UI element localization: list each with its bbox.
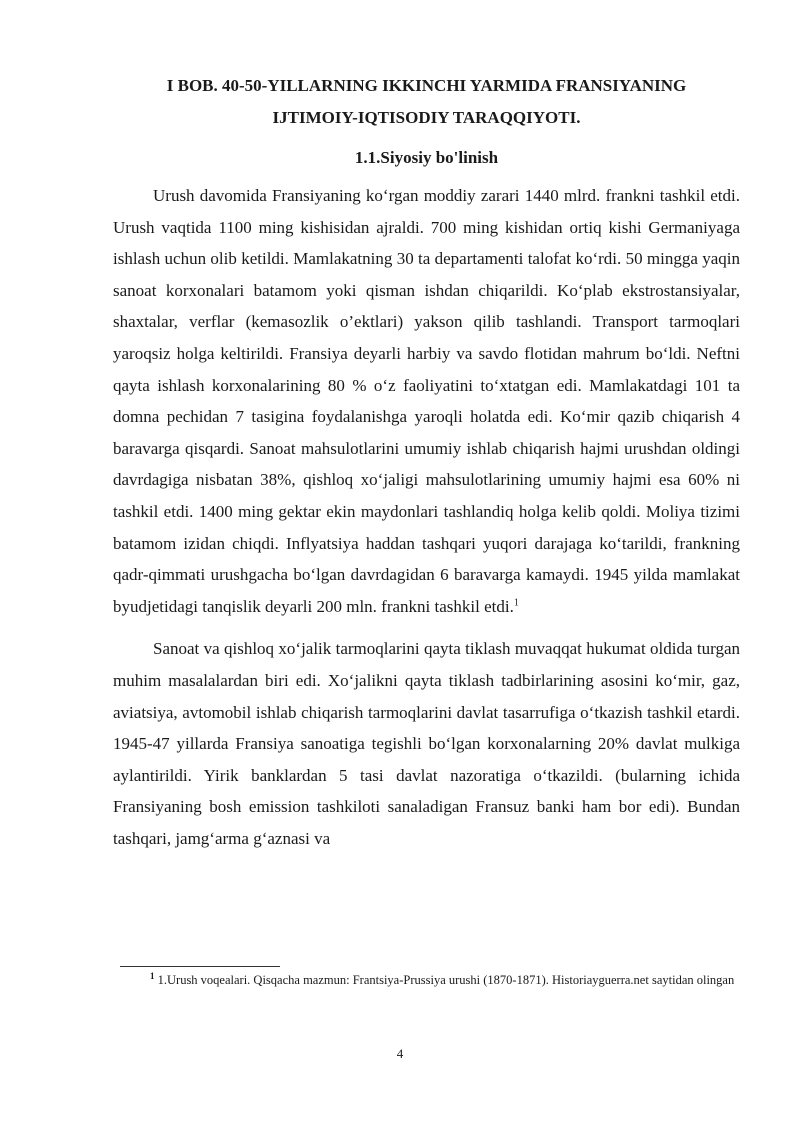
page-number: 4 bbox=[396, 1046, 404, 1061]
chapter-title-line-1: I BOB. 40-50-YILLARNING IKKINCHI YARMIDA FRANSIYANING bbox=[166, 76, 687, 95]
document-page bbox=[113, 70, 740, 865]
footnote-number: 1 bbox=[150, 970, 155, 981]
paragraph-2: Sanoat va qishloq xo‘jalik tarmoqlarini qayta tiklash muvaqqat hukumat oldida turgan muhim masalalardan biri edi. Xo‘jalikni qayta tiklash tadbirlarining asosini ko‘mir, gaz, aviatsiya, avtomobil ishlab chiqarish tarmoqlarini davlat tasarrufiga o‘tkazish tashkil etardi. 1945-47 yillarda Fransiya sanoatiga tegishli bo‘lgan korxonalarning 20% davlat mulkiga aylantirildi. Yirik banklardan 5 tasi davlat nazoratiga o‘tkazildi. (bularning ichida Fransiyaning bosh emission tashkiloti sanaladigan Fransuz banki ham bor edi). Bundan tashqari, jamg‘arma g‘aznasi va bbox=[113, 639, 740, 848]
paragraph-1-text: Urush davomida Fransiyaning ko‘rgan moddiy zarari 1440 mlrd. frankni tashkil etdi. Urush vaqtida 1100 ming kishisidan ajraldi. 700 ming kishidan ortiq kishi Germaniyaga ishlash uchun olib ketildi. Mamlakatning 30 ta departamenti talofat ko‘rdi. 50 mingga yaqin sanoat korxonalari batamom yoki qisman ishdan chiqarildi. Ko‘plab ekstrostansiyalar, shaxtalar, verflar (kemasozlik o’ektlari) yakson qilib tashlandi. Transport tarmoqlari yaroqsiz holga keltirildi. Fransiya deyarli harbiy va savdo flotidan mahrum bo‘ldi. Neftni qayta ishlash korxonalarining 80 % o‘z faoliyatini to‘xtatgan edi. Mamlakatdagi 101 ta domna pechidan 7 tasigina foydalanishga yaroqli holatda edi. Ko‘mir qazib chiqarish 4 baravarga qisqardi. Sanoat mahsulotlarini umumiy ishlab chiqarish hajmi urushdan oldingi davrdagiga nisbatan 38%, qishloq xo‘jaligi mahsulotlarining umumiy hajmi esa 60% ni tashkil etdi. 1400 ming gektar ekin maydonlari tashlandiq holga kelib qoldi. Moliya tizimi batamom izidan chiqdi. Inflyatsiya haddan tashqari yuqori darajaga ko‘tarildi, frankning qadr-qimmati urushgacha bo‘lgan davrdagidan 6 baravarga kamaydi. 1945 yilda mamlakat byudjetidagi tanqislik deyarli 200 mln. frankni tashkil etdi. bbox=[113, 186, 740, 616]
chapter-title bbox=[113, 70, 740, 134]
footnote-separator bbox=[120, 966, 280, 967]
section-title: 1.1.Siyosiy bo'linish bbox=[354, 148, 499, 167]
footnote-reference[interactable]: 1 bbox=[513, 597, 519, 609]
footnote-text: 1.Urush voqealari. Qisqacha mazmun: Frantsiya-Prussiya urushi (1870-1871). Historiayguerra.net saytidan olingan bbox=[157, 973, 735, 987]
paragraph-1 bbox=[113, 180, 740, 622]
footnote bbox=[120, 970, 742, 991]
chapter-title-line-2: IJTIMOIY-IQTISODIY TARAQQIYOTI. bbox=[272, 108, 581, 127]
